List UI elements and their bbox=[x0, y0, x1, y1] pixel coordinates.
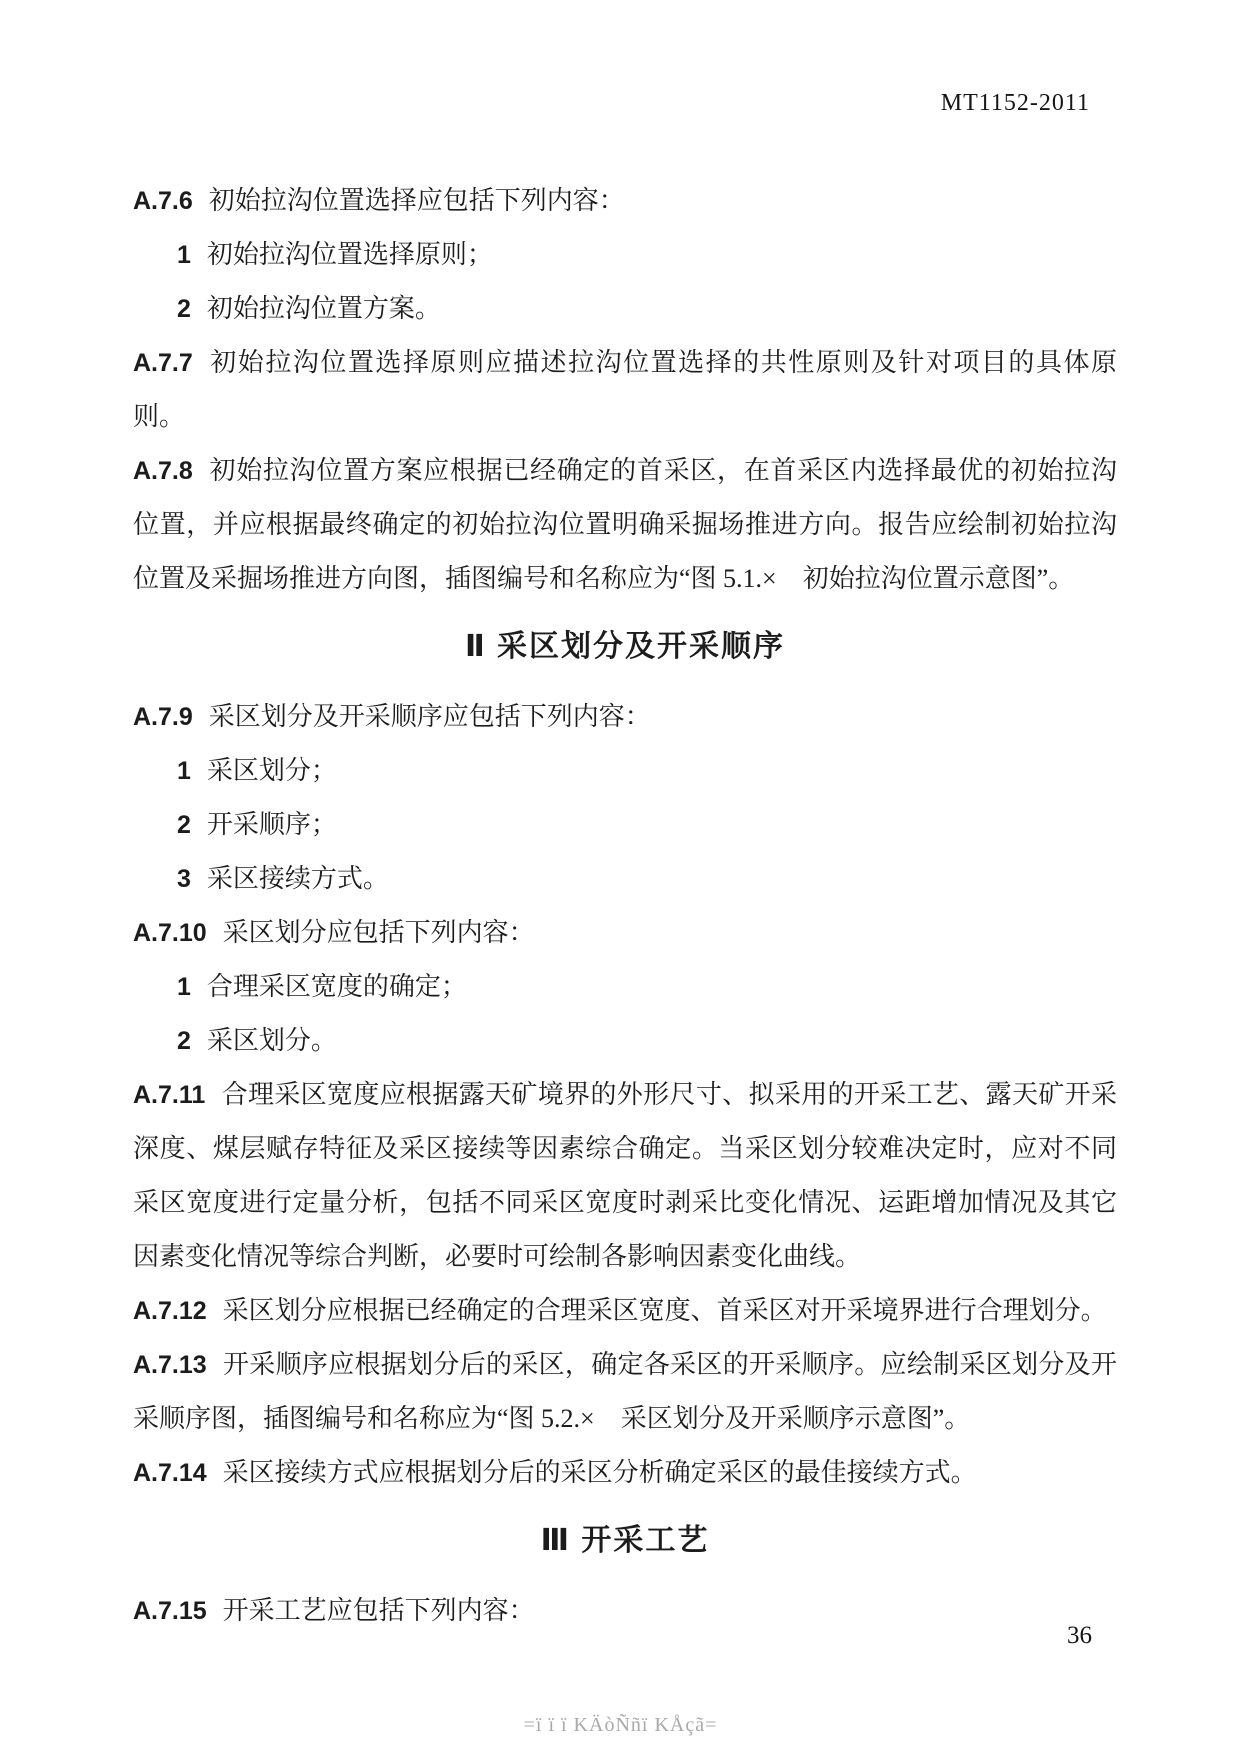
list-item-text: 初始拉沟位置方案。 bbox=[206, 294, 441, 323]
list-item-number: 1 bbox=[177, 973, 191, 1001]
clause-paragraph bbox=[133, 444, 1117, 606]
list-item-text: 初始拉沟位置选择原则； bbox=[206, 240, 493, 269]
clause-text: 采区划分应根据已经确定的合理采区宽度、首采区对开采境界进行合理划分。 bbox=[222, 1296, 1107, 1325]
clause-paragraph bbox=[133, 174, 1117, 228]
list-item bbox=[133, 960, 1117, 1014]
clause-number: A.7.13 bbox=[133, 1351, 207, 1379]
clause-number: A.7.14 bbox=[133, 1459, 207, 1487]
list-item bbox=[133, 282, 1117, 336]
clause-text: 开采顺序应根据划分后的采区，确定各采区的开采顺序。应绘制采区划分及开采顺序图，插图编号和名称应为“图 5.2.× 采区划分及开采顺序示意图”。 bbox=[133, 1350, 1117, 1433]
list-item bbox=[133, 852, 1117, 906]
clause-text: 开采工艺应包括下列内容： bbox=[222, 1596, 535, 1625]
list-item-text: 开采顺序； bbox=[206, 810, 337, 839]
clause-paragraph bbox=[133, 1284, 1117, 1338]
clause-paragraph bbox=[133, 690, 1117, 744]
clause-paragraph bbox=[133, 1068, 1117, 1284]
list-item bbox=[133, 1014, 1117, 1068]
clause-paragraph bbox=[133, 1446, 1117, 1500]
list-item-number: 1 bbox=[177, 757, 191, 785]
list-item-text: 采区划分。 bbox=[206, 1026, 337, 1055]
clause-number: A.7.6 bbox=[133, 187, 193, 215]
clause-text: 合理采区宽度应根据露天矿境界的外形尺寸、拟采用的开采工艺、露天矿开采深度、煤层赋存特征及采区接续等因素综合确定。当采区划分较难决定时，应对不同采区宽度进行定量分析，包括不同采区宽度时剥采比变化情况、运距增加情况及其它因素变化情况等综合判断，必要时可绘制各影响因素变化曲线。 bbox=[133, 1080, 1117, 1271]
clause-number: A.7.12 bbox=[133, 1297, 207, 1325]
clause-number: A.7.11 bbox=[133, 1081, 206, 1109]
document-body bbox=[133, 174, 1117, 1638]
list-item-number: 1 bbox=[177, 241, 191, 269]
list-item-number: 3 bbox=[177, 865, 191, 893]
section-heading: Ⅱ 采区划分及开采顺序 bbox=[464, 630, 786, 663]
clause-text: 初始拉沟位置选择原则应描述拉沟位置选择的共性原则及针对项目的具体原则。 bbox=[133, 348, 1117, 431]
clause-number: A.7.8 bbox=[133, 457, 193, 485]
clause-paragraph bbox=[133, 1338, 1117, 1446]
clause-number: A.7.10 bbox=[133, 919, 207, 947]
list-item bbox=[133, 798, 1117, 852]
clause-text: 初始拉沟位置方案应根据已经确定的首采区，在首采区内选择最优的初始拉沟位置，并应根据最终确定的初始拉沟位置明确采掘场推进方向。报告应绘制初始拉沟位置及采掘场推进方向图，插图编号和名称应为“图 5.1.× 初始拉沟位置示意图”。 bbox=[133, 456, 1117, 593]
clause-paragraph bbox=[133, 906, 1117, 960]
list-item-text: 采区划分； bbox=[206, 756, 337, 785]
clause-text: 初始拉沟位置选择应包括下列内容： bbox=[208, 186, 625, 215]
clause-paragraph bbox=[133, 336, 1117, 444]
clause-text: 采区划分应包括下列内容： bbox=[222, 918, 535, 947]
list-item-text: 采区接续方式。 bbox=[206, 864, 389, 893]
clause-number: A.7.7 bbox=[133, 349, 193, 377]
watermark: =ï ï ï KÄòÑñï KÅçã= bbox=[523, 1714, 718, 1736]
list-item bbox=[133, 228, 1117, 282]
list-item-number: 2 bbox=[177, 295, 191, 323]
page-number: 36 bbox=[1067, 1622, 1092, 1649]
clause-number: A.7.9 bbox=[133, 703, 193, 731]
doc-number: MT1152-2011 bbox=[940, 90, 1090, 116]
clause-text: 采区划分及开采顺序应包括下列内容： bbox=[208, 702, 651, 731]
list-item-text: 合理采区宽度的确定； bbox=[206, 972, 467, 1001]
clause-number: A.7.15 bbox=[133, 1597, 207, 1625]
section-heading: Ⅲ 开采工艺 bbox=[540, 1524, 710, 1557]
list-item-number: 2 bbox=[177, 811, 191, 839]
clause-text: 采区接续方式应根据划分后的采区分析确定采区的最佳接续方式。 bbox=[222, 1458, 977, 1487]
clause-paragraph bbox=[133, 1584, 1117, 1638]
list-item-number: 2 bbox=[177, 1027, 191, 1055]
list-item bbox=[133, 744, 1117, 798]
